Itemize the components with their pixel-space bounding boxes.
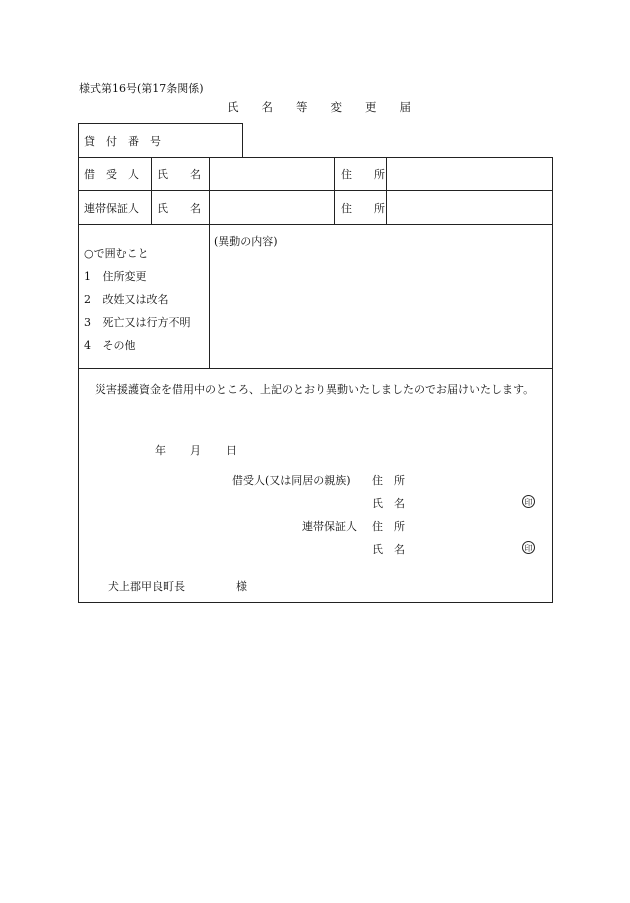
guarantor-name-label: 氏 名 (157, 202, 201, 215)
option-number: 1 (84, 270, 91, 283)
signer-borrower-address-label: 住 所 (372, 474, 405, 487)
col-divider-address (386, 157, 387, 224)
option-label: 改姓又は改名 (102, 293, 169, 306)
change-option-1[interactable] (84, 268, 147, 284)
borrower-name-label: 氏 名 (157, 168, 201, 181)
date-month: 月 (190, 444, 201, 457)
date-year: 年 (155, 444, 166, 457)
change-option-4[interactable] (84, 337, 136, 353)
guarantor-name-field[interactable] (213, 197, 331, 219)
declaration-statement: 災害援護資金を借用中のところ、上記のとおり異動いたしましたのでお届けいたします。 (95, 383, 535, 396)
date-day: 日 (226, 444, 237, 457)
option-label: 住所変更 (102, 270, 147, 283)
guarantor-address-label: 住 所 (341, 202, 385, 215)
form-reference: 様式第16号(第17条関係) (79, 82, 204, 95)
col-divider-name (209, 157, 210, 368)
signer-borrower-label: 借受人(又は同居の親族) (232, 474, 351, 487)
guarantor-role-label: 連帯保証人 (84, 202, 139, 215)
option-label: その他 (102, 339, 136, 352)
addressee-honorific: 様 (236, 580, 247, 593)
borrower-role-label: 借 受 人 (84, 168, 139, 181)
row-divider-3 (78, 368, 553, 369)
change-type-instruction: ○で囲むこと (84, 247, 149, 260)
borrower-address-label: 住 所 (341, 168, 385, 181)
option-number: 2 (84, 293, 91, 306)
signer-guarantor-label: 連帯保証人 (302, 520, 357, 533)
signer-guarantor-name-label: 氏 名 (372, 543, 405, 556)
seal-mark-icon: 印 (522, 495, 535, 508)
guarantor-address-field[interactable] (390, 197, 548, 219)
change-details-field[interactable] (214, 250, 548, 362)
addressee-office: 犬上郡甲良町長 (108, 580, 185, 593)
signer-borrower-name-label: 氏 名 (372, 497, 405, 510)
change-option-2[interactable] (84, 291, 169, 307)
row-divider-2 (78, 224, 553, 225)
change-details-label: (異動の内容) (214, 235, 278, 248)
loan-number-label: 貸 付 番 号 (84, 135, 161, 148)
borrower-name-field[interactable] (213, 163, 331, 185)
loan-number-field[interactable] (150, 133, 240, 149)
col-divider-role (151, 157, 152, 224)
option-label: 死亡又は行方不明 (102, 316, 191, 329)
signer-guarantor-address-label: 住 所 (372, 520, 405, 533)
option-number: 3 (84, 316, 91, 329)
change-option-3[interactable] (84, 314, 191, 330)
borrower-address-field[interactable] (390, 163, 548, 185)
option-number: 4 (84, 339, 91, 352)
document-title: 氏 名 等 変 更 届 (227, 100, 411, 114)
seal-mark-icon: 印 (522, 541, 535, 554)
col-divider-address-label (334, 157, 335, 224)
row-divider-1 (78, 190, 553, 191)
